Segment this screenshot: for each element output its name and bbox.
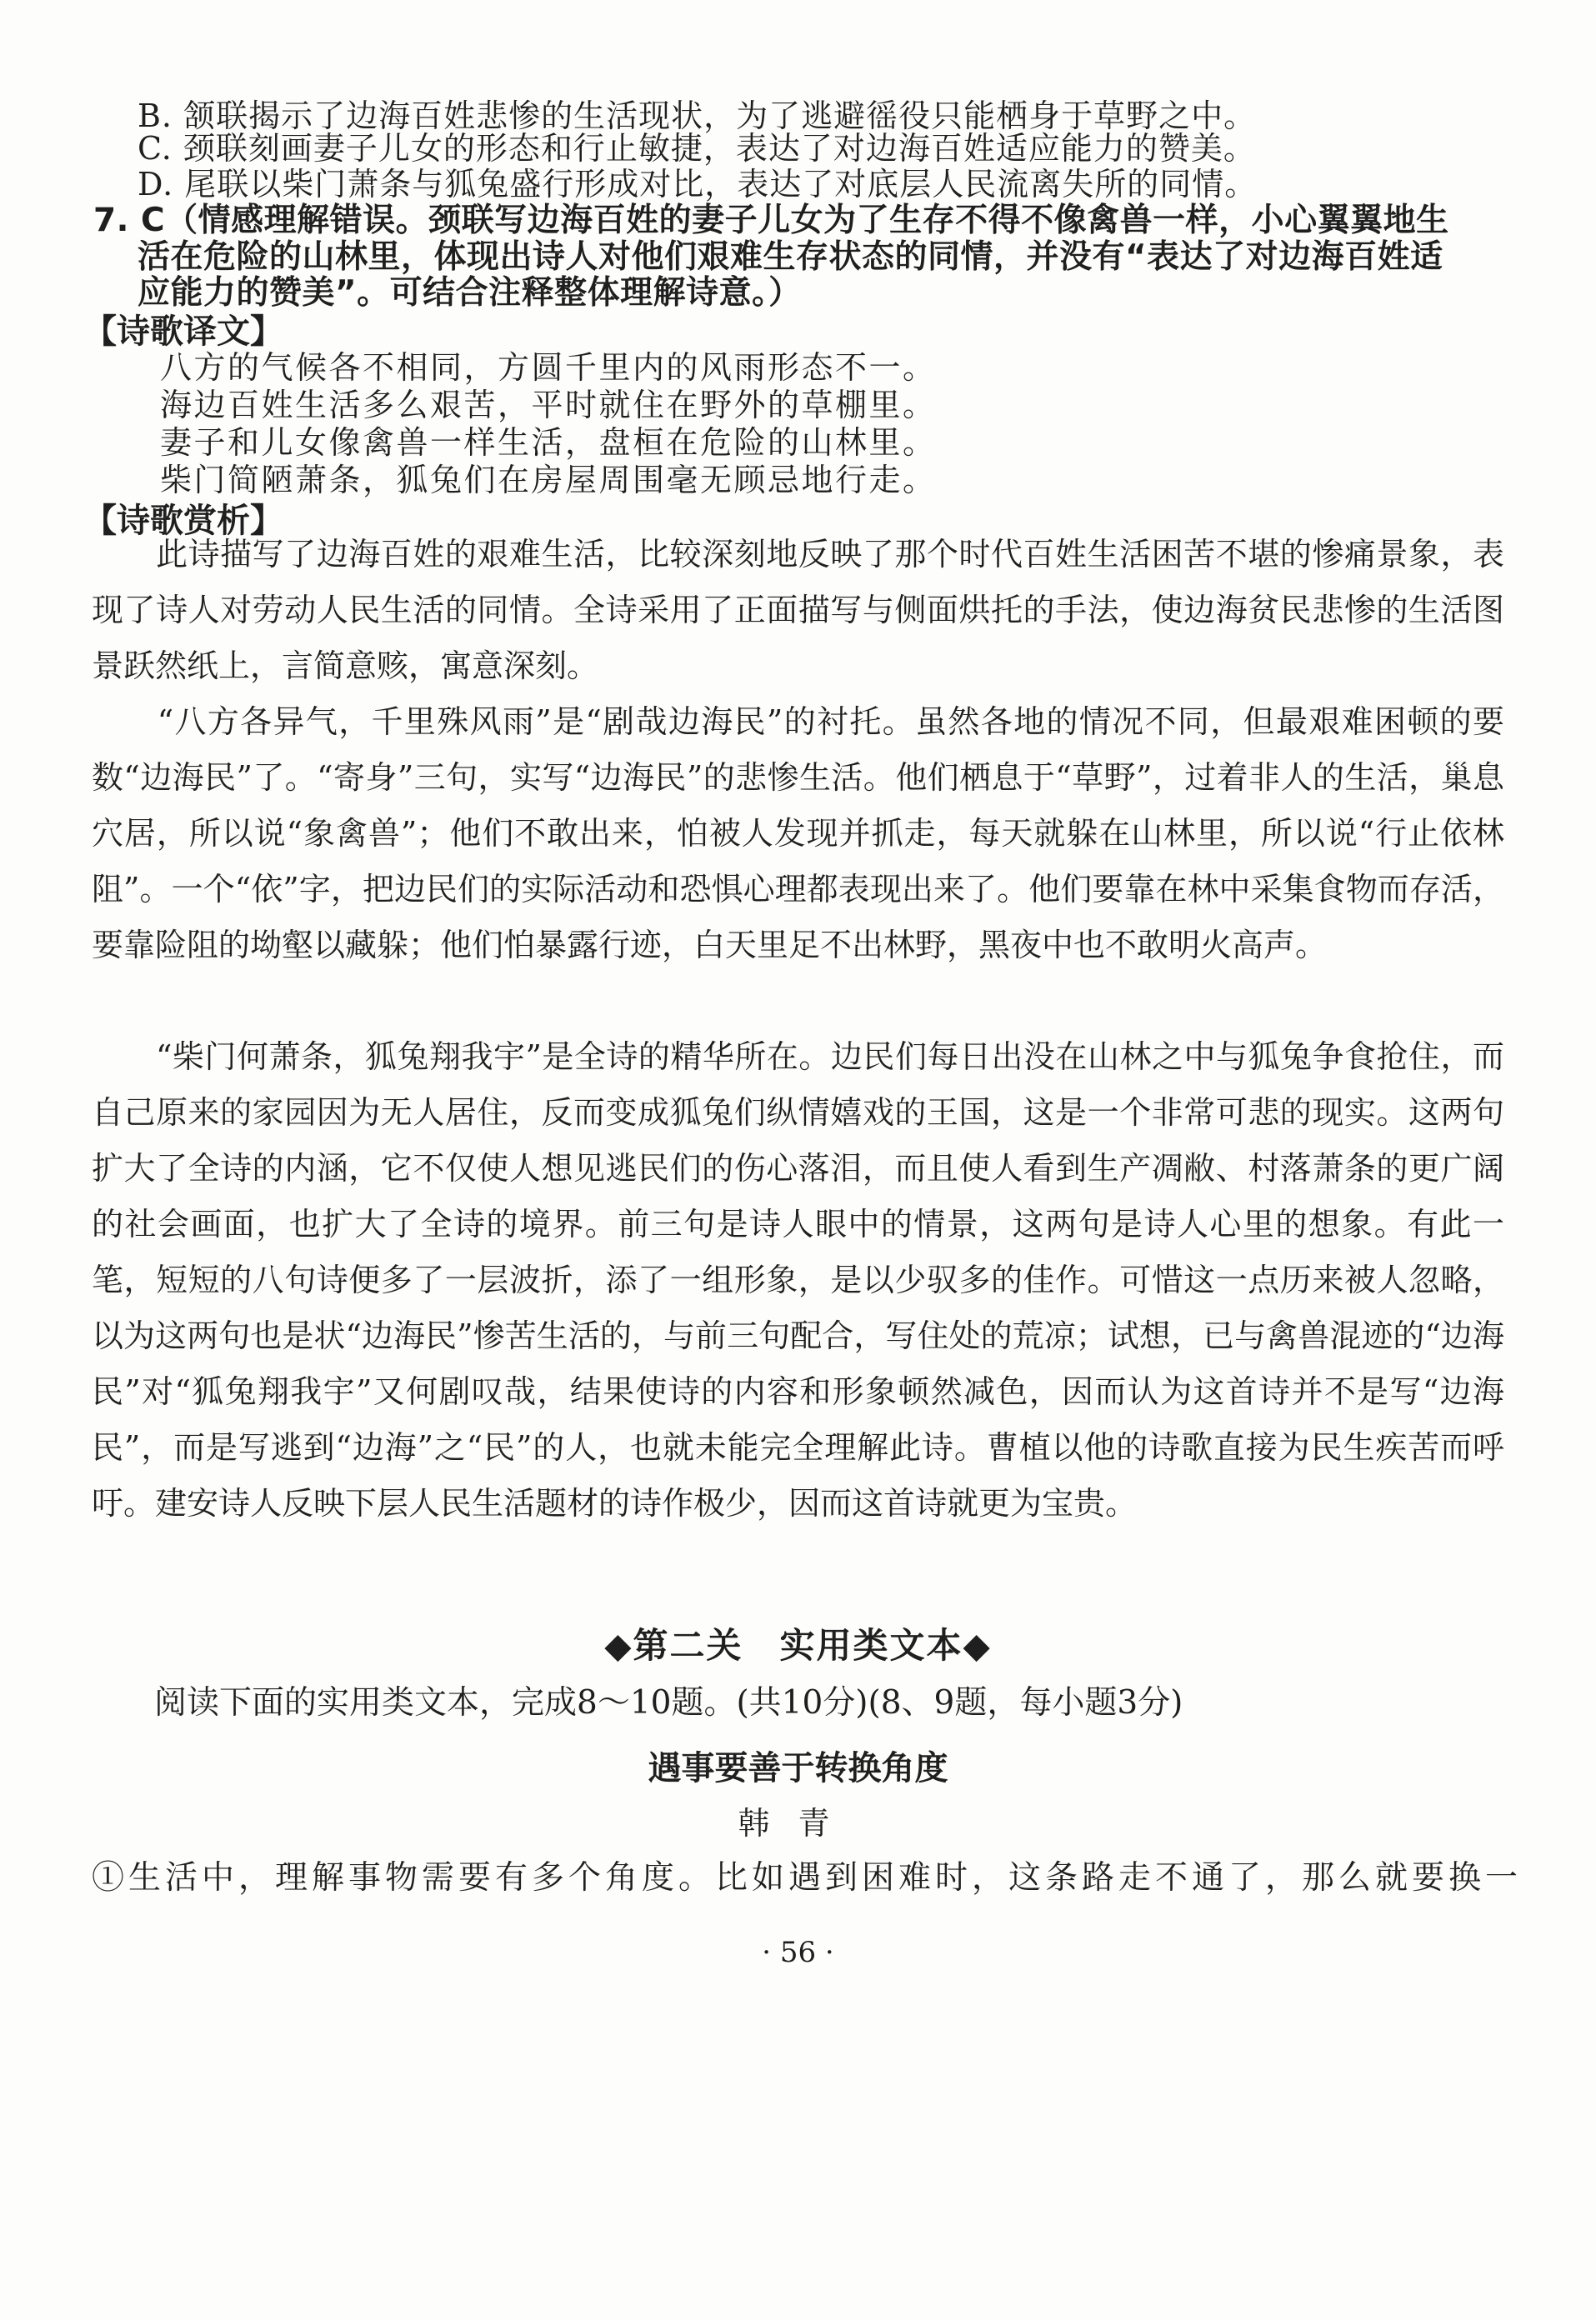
page-number: · 56 · xyxy=(762,1936,834,1969)
translation-line-4: 柴门简陋萧条，狐兔们在房屋周围毫无顾忌地行走。 xyxy=(160,462,937,498)
article-first-line: ①生活中，理解事物需要有多个角度。比如遇到困难时，这条路走不通了，那么就要换一 xyxy=(92,1859,1523,1897)
appreciation-paragraph-2: “八方各异气，千里殊风雨”是“剧哉边海民”的衬托。虽然各地的情况不同，但最艰难困顿的要数“边海民”了。“寄身”三句，实写“边海民”的悲惨生活。他们栖息于“草野”，过着非人的生活，巢息穴居，所以说“象禽兽”；他们不敢出来，怕被人发现并抓走，每天就躲在山林里，所以说“行止依林阻”。一个“依”字，把边民们的实际活动和恐惧心理都表现出来了。他们要靠在林中采集食物而存活，要靠险阻的坳壑以藏躲；他们怕暴露行迹，白天里足不出林野，黑夜中也不敢明火高声。 xyxy=(92,703,1504,963)
option-d: D. 尾联以柴门萧条与狐兔盛行形成对比，表达了对底层人民流离失所的同情。 xyxy=(138,166,1258,202)
answer-line-3: 应能力的赞美”。可结合注释整体理解诗意。） xyxy=(138,274,802,312)
article-title: 遇事要善于转换角度 xyxy=(648,1749,948,1788)
translation-line-3: 妻子和儿女像禽兽一样生活，盘桓在危险的山林里。 xyxy=(160,424,937,461)
answer-line-2: 活在危险的山林里，体现出诗人对他们艰难生存状态的同情，并没有“表达了对边海百姓适 xyxy=(138,238,1443,276)
translation-line-1: 八方的气候各不相同，方圆千里内的风雨形态不一。 xyxy=(160,349,937,386)
section-instruction: 阅读下面的实用类文本，完成8～10题。(共10分)(8、9题，每小题3分) xyxy=(154,1684,1183,1722)
option-b: B. 颔联揭示了边海百姓悲惨的生活现状，为了逃避徭役只能栖身于草野之中。 xyxy=(138,98,1257,134)
translation-header: 【诗歌译文】 xyxy=(83,312,283,351)
option-c: C. 颈联刻画妻子儿女的形态和行止敏捷，表达了对边海百姓适应能力的赞美。 xyxy=(138,130,1256,167)
appreciation-paragraph-1: 此诗描写了边海百姓的艰难生活，比较深刻地反映了那个时代百姓生活困苦不堪的惨痛景象，表现了诗人对劳动人民生活的同情。全诗采用了正面描写与侧面烘托的手法，使边海贫民悲惨的生活图景跃然纸上，言简意赅，寓意深刻。 xyxy=(92,536,1504,684)
appreciation-paragraph-3: “柴门何萧条，狐兔翔我宇”是全诗的精华所在。边民们每日出没在山林之中与狐兔争食抢住，而自己原来的家园因为无人居住，反而变成狐兔们纵情嬉戏的王国，这是一个非常可悲的现实。这两句扩大了全诗的内涵，它不仅使人想见逃民们的伤心落泪，而且使人看到生产凋敝、村落萧条的更广阔的社会画面，也扩大了全诗的境界。前三句是诗人眼中的情景，这两句是诗人心里的想象。有此一笔，短短的八句诗便多了一层波折，添了一组形象，是以少驭多的佳作。可惜这一点历来被人忽略，以为这两句也是状“边海民”惨苦生活的，与前三句配合，写住处的荒凉；试想，已与禽兽混迹的“边海民”对“狐兔翔我宇”又何剧叹哉，结果使诗的内容和形象顿然减色，因而认为这首诗并不是写“边海民”，而是写逃到“边海”之“民”的人，也就未能完全理解此诗。曹植以他的诗歌直接为民生疾苦而呼吁。建安诗人反映下层人民生活题材的诗作极少，因而这首诗就更为宝贵。 xyxy=(92,1038,1504,1522)
article-author: 韩青 xyxy=(738,1805,858,1842)
translation-line-2: 海边百姓生活多么艰苦，平时就住在野外的草棚里。 xyxy=(160,387,937,423)
section-title: ◆第二关 实用类文本◆ xyxy=(604,1625,992,1666)
answer-line-1: 7. C（情感理解错误。颈联写边海百姓的妻子儿女为了生存不得不像禽兽一样，小心翼翼地生 xyxy=(93,202,1449,239)
appreciation-header: 【诗歌赏析】 xyxy=(83,502,283,540)
